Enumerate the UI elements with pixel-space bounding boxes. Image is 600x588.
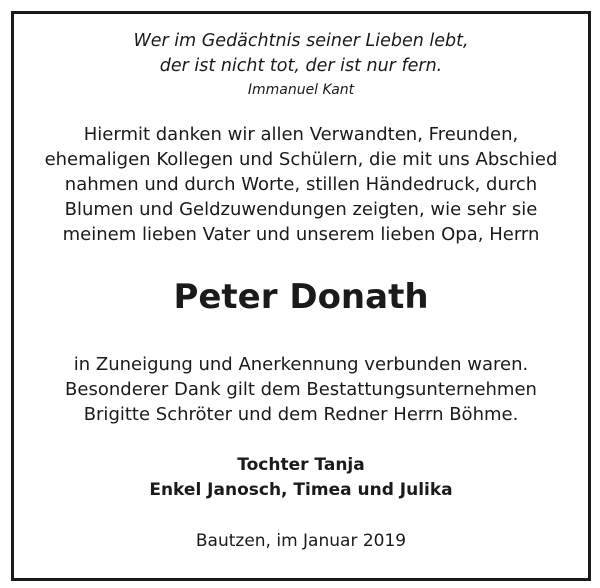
thanks-text-line: nahmen und durch Worte, stillen Händedruck, durch xyxy=(64,174,538,195)
signature-line: Enkel Janosch, Timea und Julika xyxy=(149,480,453,500)
quote-line: Wer im Gedächtnis seiner Lieben lebt, xyxy=(133,31,469,51)
closing-text-line: Besonderer Dank gilt dem Bestattungsunternehmen xyxy=(65,379,537,400)
thanks-text-line: meinem lieben Vater und unserem lieben Opa, Herrn xyxy=(62,224,540,245)
closing-text-line: Brigitte Schröter und dem Redner Herrn Böhme. xyxy=(83,404,519,425)
obituary-notice xyxy=(11,11,591,581)
quote-line: der ist nicht tot, der ist nur fern. xyxy=(159,56,443,76)
thanks-text-line: Hiermit danken wir allen Verwandten, Freunden, xyxy=(83,124,519,145)
deceased-name: Peter Donath xyxy=(173,277,429,317)
thanks-text-line: Blumen und Geldzuwendungen zeigten, wie sehr sie xyxy=(64,199,538,220)
closing-text-line: in Zuneigung und Anerkennung verbunden waren. xyxy=(73,354,529,375)
place-date: Bautzen, im Januar 2019 xyxy=(195,531,407,551)
thanks-text-line: ehemaligen Kollegen und Schülern, die mit uns Abschied xyxy=(44,149,558,170)
quote-author: Immanuel Kant xyxy=(247,82,355,98)
signature-line: Tochter Tanja xyxy=(237,455,365,475)
